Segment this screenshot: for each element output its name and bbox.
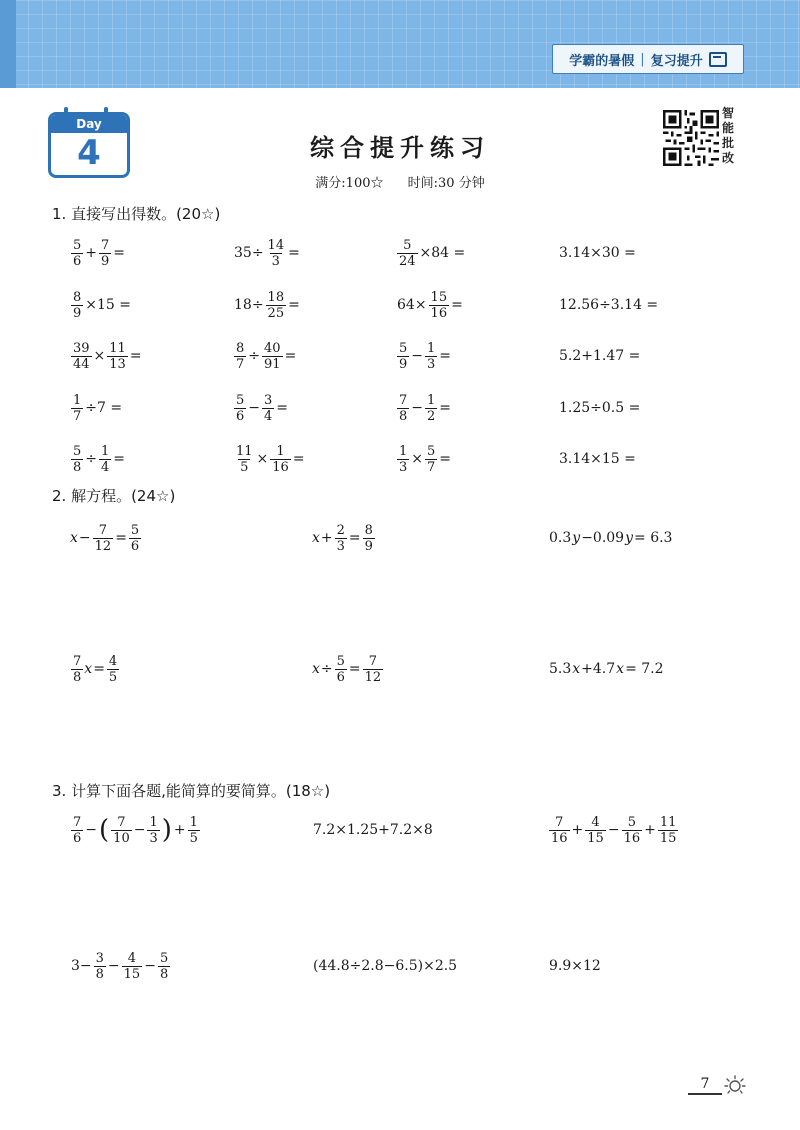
numerator: 5 bbox=[399, 340, 408, 356]
numerator: 5 bbox=[403, 237, 412, 253]
section-1-heading: 1. 直接写出得数。(20☆) bbox=[52, 205, 221, 223]
operator-text: 3.14×30 = bbox=[559, 245, 636, 261]
fraction bbox=[111, 815, 132, 846]
operator-text: − bbox=[144, 958, 156, 974]
denominator: 24 bbox=[399, 253, 416, 269]
calc-item bbox=[70, 941, 171, 991]
fraction bbox=[549, 815, 570, 846]
fraction bbox=[270, 444, 291, 475]
numerator: 8 bbox=[364, 522, 373, 538]
operator-text: + bbox=[320, 530, 333, 546]
header-band-edge bbox=[0, 0, 16, 88]
calc-item bbox=[548, 941, 602, 991]
operator-text: = bbox=[348, 530, 361, 546]
denominator: 3 bbox=[336, 538, 345, 554]
denominator: 9 bbox=[399, 356, 408, 372]
operator-text: + bbox=[571, 822, 584, 838]
fraction bbox=[262, 341, 283, 372]
fraction bbox=[234, 341, 246, 372]
qr-char: 能 bbox=[722, 121, 735, 135]
fraction bbox=[658, 815, 679, 846]
operator-text: 64× bbox=[397, 297, 427, 313]
fraction bbox=[234, 393, 246, 424]
section-2-heading: 2. 解方程。(24☆) bbox=[52, 487, 176, 505]
qr-char: 改 bbox=[722, 151, 735, 165]
fraction bbox=[335, 654, 347, 685]
fraction bbox=[71, 393, 83, 424]
parenthesis: ( bbox=[99, 815, 110, 845]
operator-text: 3− bbox=[71, 958, 92, 974]
operator-text: = bbox=[288, 245, 300, 261]
oral-item bbox=[558, 228, 637, 278]
denominator: 6 bbox=[130, 538, 140, 554]
calc-item bbox=[312, 941, 458, 991]
numerator: 1 bbox=[427, 392, 436, 408]
denominator: 6 bbox=[73, 253, 82, 269]
operator-text: = bbox=[288, 297, 300, 313]
denominator: 3 bbox=[271, 253, 280, 269]
numerator: 8 bbox=[236, 340, 245, 356]
denominator: 44 bbox=[73, 356, 90, 372]
numerator: 40 bbox=[264, 340, 281, 356]
operator-text: = bbox=[93, 661, 105, 677]
variable: x bbox=[84, 661, 93, 677]
day-number: 4 bbox=[77, 133, 101, 173]
page-number: 7 bbox=[688, 1076, 722, 1095]
operator-text: + bbox=[85, 245, 98, 261]
operator-text: = bbox=[129, 348, 142, 364]
numerator: 4 bbox=[127, 950, 137, 966]
fraction bbox=[71, 444, 83, 475]
oral-item bbox=[396, 434, 452, 484]
denominator: 12 bbox=[364, 669, 382, 685]
operator-text: − bbox=[248, 400, 261, 416]
numerator: 11 bbox=[659, 814, 677, 830]
score-time-info bbox=[0, 172, 800, 191]
fraction bbox=[585, 815, 606, 846]
fraction bbox=[93, 523, 114, 554]
numerator: 2 bbox=[336, 522, 345, 538]
oral-item bbox=[233, 280, 301, 330]
fraction bbox=[99, 238, 111, 269]
oral-item bbox=[396, 331, 452, 381]
fraction bbox=[71, 238, 83, 269]
variable: x bbox=[572, 661, 581, 677]
oral-item bbox=[70, 383, 123, 433]
numerator: 1 bbox=[276, 443, 285, 459]
numerator: 4 bbox=[108, 653, 118, 669]
operator-text: 5.3 bbox=[549, 661, 572, 677]
denominator: 7 bbox=[73, 408, 82, 424]
numerator: 11 bbox=[109, 340, 126, 356]
numerator: 5 bbox=[159, 950, 169, 966]
denominator: 16 bbox=[623, 830, 641, 846]
operator-text: 5.2+1.47 = bbox=[559, 348, 641, 364]
oral-item bbox=[396, 228, 466, 278]
fraction bbox=[71, 341, 92, 372]
operator-text: + bbox=[173, 822, 186, 838]
parenthesis: ) bbox=[161, 815, 172, 845]
operator-text: = bbox=[439, 400, 452, 416]
section-3-heading: 3. 计算下面各题,能简算的要简算。(18☆) bbox=[52, 782, 331, 800]
fraction bbox=[425, 444, 437, 475]
denominator: 16 bbox=[551, 830, 568, 846]
fraction bbox=[158, 951, 170, 982]
operator-text: = bbox=[276, 400, 289, 416]
operator-text: = bbox=[113, 245, 126, 261]
numerator: 7 bbox=[101, 237, 110, 253]
operator-text: = bbox=[113, 451, 126, 467]
oral-item bbox=[233, 434, 306, 484]
denominator: 6 bbox=[336, 669, 345, 685]
fraction bbox=[335, 523, 347, 554]
qr-side-text bbox=[722, 106, 738, 166]
oral-item bbox=[70, 434, 126, 484]
time-limit: 时间:30 分钟 bbox=[407, 176, 485, 191]
brand-label: 学霸的暑假 bbox=[569, 53, 635, 69]
operator-text: = bbox=[439, 451, 452, 467]
fraction bbox=[397, 444, 409, 475]
operator-text: 0.3 bbox=[549, 530, 572, 546]
operator-text: = bbox=[348, 661, 361, 677]
denominator: 6 bbox=[73, 830, 82, 846]
numerator: 14 bbox=[267, 237, 285, 253]
oral-item bbox=[70, 331, 143, 381]
equation-item bbox=[548, 644, 665, 694]
variable: x bbox=[312, 661, 320, 677]
operator-text: × bbox=[411, 451, 424, 467]
variable: x bbox=[616, 661, 625, 677]
operator-text: 18÷ bbox=[234, 297, 264, 313]
fraction bbox=[94, 951, 106, 982]
numerator: 5 bbox=[73, 237, 82, 253]
equation-item bbox=[312, 513, 376, 563]
numerator: 1 bbox=[101, 443, 110, 459]
operator-text: 35÷ bbox=[234, 245, 264, 261]
numerator: 8 bbox=[73, 289, 82, 305]
denominator: 9 bbox=[101, 253, 110, 269]
fraction bbox=[397, 393, 409, 424]
equation-item bbox=[312, 644, 384, 694]
operator-text: ÷ bbox=[320, 661, 333, 677]
series-tag bbox=[552, 44, 744, 74]
denominator: 8 bbox=[399, 408, 408, 424]
oral-item bbox=[233, 228, 301, 278]
numerator: 5 bbox=[336, 653, 345, 669]
denominator: 8 bbox=[73, 459, 82, 475]
operator-text: (44.8÷2.8−6.5)×2.5 bbox=[313, 958, 458, 974]
denominator: 5 bbox=[240, 459, 249, 475]
fraction bbox=[429, 290, 450, 321]
operator-text: + bbox=[644, 822, 656, 838]
denominator: 4 bbox=[264, 408, 273, 424]
numerator: 7 bbox=[73, 653, 82, 669]
operator-text: ÷7 = bbox=[85, 400, 123, 416]
qr-code-icon[interactable] bbox=[663, 110, 719, 166]
variable: x bbox=[70, 530, 78, 546]
oral-item bbox=[70, 228, 126, 278]
page-title: 综合提升练习 bbox=[310, 134, 490, 162]
fraction bbox=[99, 444, 111, 475]
fraction bbox=[397, 341, 409, 372]
numerator: 5 bbox=[130, 522, 140, 538]
series-label: 复习提升 bbox=[650, 53, 703, 69]
numerator: 5 bbox=[73, 443, 82, 459]
fraction bbox=[71, 290, 83, 321]
calc-item bbox=[312, 805, 434, 855]
fraction bbox=[622, 815, 643, 846]
oral-item bbox=[233, 383, 289, 433]
denominator: 8 bbox=[73, 669, 82, 685]
numerator: 5 bbox=[236, 392, 245, 408]
denominator: 8 bbox=[95, 966, 104, 982]
numerator: 7 bbox=[98, 522, 108, 538]
numerator: 7 bbox=[368, 653, 378, 669]
fraction bbox=[188, 815, 200, 846]
operator-text: − bbox=[411, 400, 424, 416]
operator-text: = bbox=[284, 348, 297, 364]
denominator: 25 bbox=[267, 305, 285, 321]
operator-text: − bbox=[411, 348, 424, 364]
denominator: 16 bbox=[272, 459, 289, 475]
denominator: 4 bbox=[101, 459, 110, 475]
calc-item bbox=[548, 805, 679, 855]
fraction bbox=[71, 654, 83, 685]
variable: y bbox=[625, 530, 634, 546]
denominator: 8 bbox=[159, 966, 169, 982]
numerator: 7 bbox=[117, 814, 126, 830]
denominator: 15 bbox=[123, 966, 141, 982]
numerator: 15 bbox=[430, 289, 448, 305]
denominator: 15 bbox=[659, 830, 677, 846]
numerator: 4 bbox=[591, 814, 600, 830]
qr-char: 智 bbox=[722, 106, 735, 120]
denominator: 3 bbox=[149, 830, 158, 846]
fraction bbox=[363, 654, 384, 685]
denominator: 13 bbox=[109, 356, 126, 372]
oral-item bbox=[233, 331, 297, 381]
variable: y bbox=[572, 530, 581, 546]
denominator: 6 bbox=[236, 408, 245, 424]
operator-text: − bbox=[607, 822, 620, 838]
equation-item bbox=[70, 644, 120, 694]
numerator: 11 bbox=[236, 443, 253, 459]
numerator: 3 bbox=[95, 950, 104, 966]
denominator: 15 bbox=[587, 830, 604, 846]
fraction bbox=[122, 951, 143, 982]
oral-item bbox=[70, 280, 132, 330]
numerator: 7 bbox=[555, 814, 564, 830]
operator-text: 3.14×15 = bbox=[559, 451, 636, 467]
operator-text: −0.09 bbox=[581, 530, 625, 546]
fraction bbox=[129, 523, 141, 554]
numerator: 5 bbox=[427, 443, 436, 459]
numerator: 7 bbox=[73, 814, 82, 830]
denominator: 3 bbox=[427, 356, 436, 372]
oral-item bbox=[396, 383, 452, 433]
fraction bbox=[266, 290, 287, 321]
operator-text: = 7.2 bbox=[625, 661, 664, 677]
fraction bbox=[107, 654, 119, 685]
operator-text: ×84 = bbox=[419, 245, 466, 261]
fraction bbox=[147, 815, 159, 846]
operator-text: = bbox=[439, 348, 452, 364]
operator-text: 12.56÷3.14 = bbox=[559, 297, 659, 313]
numerator: 1 bbox=[427, 340, 436, 356]
full-score: 满分:100☆ bbox=[315, 176, 384, 191]
operator-text: − bbox=[78, 530, 91, 546]
equation-item bbox=[548, 513, 673, 563]
equation-item bbox=[70, 513, 142, 563]
fraction bbox=[266, 238, 287, 269]
fraction bbox=[425, 341, 437, 372]
denominator: 16 bbox=[430, 305, 448, 321]
sun-icon bbox=[724, 1074, 750, 1096]
fraction bbox=[397, 238, 418, 269]
numerator: 7 bbox=[399, 392, 408, 408]
denominator: 91 bbox=[264, 356, 281, 372]
numerator: 5 bbox=[627, 814, 636, 830]
numerator: 39 bbox=[73, 340, 90, 356]
denominator: 2 bbox=[427, 408, 436, 424]
operator-text: 1.25÷0.5 = bbox=[559, 400, 641, 416]
denominator: 7 bbox=[236, 356, 245, 372]
fraction bbox=[363, 523, 375, 554]
numerator: 1 bbox=[399, 443, 408, 459]
denominator: 5 bbox=[189, 830, 198, 846]
calc-item bbox=[70, 805, 201, 855]
operator-text: = bbox=[292, 451, 305, 467]
denominator: 5 bbox=[108, 669, 118, 685]
denominator: 7 bbox=[427, 459, 436, 475]
operator-text: − bbox=[107, 958, 120, 974]
denominator: 3 bbox=[399, 459, 408, 475]
operator-text: ×15 = bbox=[85, 297, 132, 313]
operator-text: +4.7 bbox=[581, 661, 616, 677]
oral-item bbox=[558, 331, 641, 381]
operator-text: ÷ bbox=[248, 348, 261, 364]
denominator: 9 bbox=[364, 538, 373, 554]
numerator: 3 bbox=[264, 392, 273, 408]
operator-text: − bbox=[133, 822, 146, 838]
oral-item bbox=[558, 383, 641, 433]
tag-separator: | bbox=[640, 51, 645, 67]
denominator: 9 bbox=[73, 305, 82, 321]
operator-text: × bbox=[93, 348, 106, 364]
denominator: 10 bbox=[113, 830, 130, 846]
operator-text: × bbox=[256, 451, 269, 467]
day-label: Day bbox=[51, 115, 127, 133]
fraction bbox=[262, 393, 274, 424]
operator-text: 9.9×12 bbox=[549, 958, 601, 974]
oral-item bbox=[396, 280, 464, 330]
fraction bbox=[107, 341, 128, 372]
operator-text: = bbox=[451, 297, 463, 313]
oral-item bbox=[558, 434, 637, 484]
fraction bbox=[234, 444, 255, 475]
numerator: 1 bbox=[149, 814, 158, 830]
operator-text: − bbox=[85, 822, 98, 838]
fraction bbox=[425, 393, 437, 424]
numerator: 1 bbox=[189, 814, 198, 830]
numerator: 1 bbox=[73, 392, 82, 408]
book-icon bbox=[709, 52, 727, 67]
operator-text: 7.2×1.25+7.2×8 bbox=[313, 822, 433, 838]
oral-item bbox=[558, 280, 659, 330]
qr-char: 批 bbox=[722, 136, 735, 150]
numerator: 18 bbox=[267, 289, 285, 305]
operator-text: = bbox=[115, 530, 127, 546]
operator-text: ÷ bbox=[85, 451, 98, 467]
fraction bbox=[71, 815, 83, 846]
denominator: 12 bbox=[94, 538, 112, 554]
variable: x bbox=[312, 530, 320, 546]
operator-text: = 6.3 bbox=[634, 530, 673, 546]
